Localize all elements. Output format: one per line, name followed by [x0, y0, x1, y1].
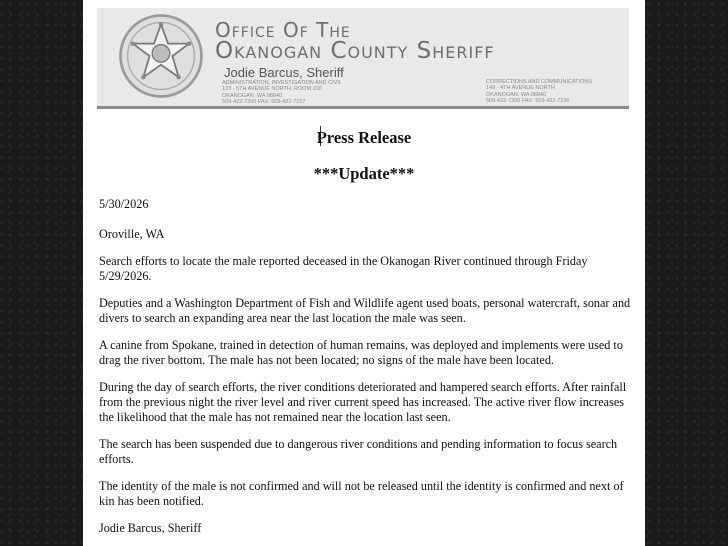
paragraph: During the day of search efforts, the river conditions deteriorated and hampered search efforts. After rainfall from the previous night the river level and river current speed has increased. The active river flow increases the likelihood that the male has not remained near the location last seen. [99, 380, 627, 424]
document-subtitle: ***Update*** [313, 164, 415, 183]
paragraph: The search has been suspended due to dangerous river conditions and pending information to focus search efforts. [99, 437, 618, 466]
letterhead-divider [97, 106, 629, 109]
press-release-page [83, 0, 645, 546]
office-heading-line1: Office Of The [215, 18, 351, 42]
paragraph: Search efforts to locate the male reported deceased in the Okanogan River continued through Friday 5/29/2026. [99, 254, 588, 283]
document-title: Press Release [316, 128, 412, 147]
address-line: CORRECTIONS AND COMMUNICATIONS [486, 79, 592, 85]
address-line: 509-422-7200 FAX: 509-422-7236 [486, 98, 570, 105]
paragraph: Deputies and a Washington Department of Fish and Wildlife agent used boats, personal watercraft, sonar and divers to search an expanding area near the last location the male was seen. [99, 296, 631, 325]
paragraph: The identity of the male is not confirmed and will not be released until the identity is confirmed and next of kin has been notified. [99, 479, 624, 508]
letterhead-sheriff-name: Jodie Barcus, Sheriff [224, 65, 344, 80]
paragraph: A canine from Spokane, trained in detection of human remains, was deployed and implements were used to drag the river bottom. The male has not been located; no signs of the male have been located. [99, 338, 623, 367]
office-heading-line2: Okanogan County Sheriff [215, 38, 495, 64]
address-line: ADMINISTRATION, INVESTIGATION AND CIVIL [222, 80, 342, 86]
release-location: Oroville, WA [99, 227, 165, 241]
letterhead [97, 8, 629, 106]
release-date: 5/30/2026 [99, 197, 149, 211]
address-line: OKANOGAN, WA 98840 [486, 91, 547, 98]
sheriff-star-badge-icon [117, 12, 205, 100]
right-address-block [486, 79, 592, 105]
signature: Jodie Barcus, Sheriff [99, 521, 202, 535]
address-line: 149 - 4TH AVENUE NORTH [486, 85, 555, 92]
left-address-block [222, 80, 342, 106]
address-line: 123 - 5TH AVENUE NORTH, ROOM 200 [222, 86, 322, 93]
address-line: OKANOGAN, WA 98840 [222, 92, 283, 99]
address-line: 509-422-7200 FAX: 509-422-7217 [222, 99, 306, 106]
